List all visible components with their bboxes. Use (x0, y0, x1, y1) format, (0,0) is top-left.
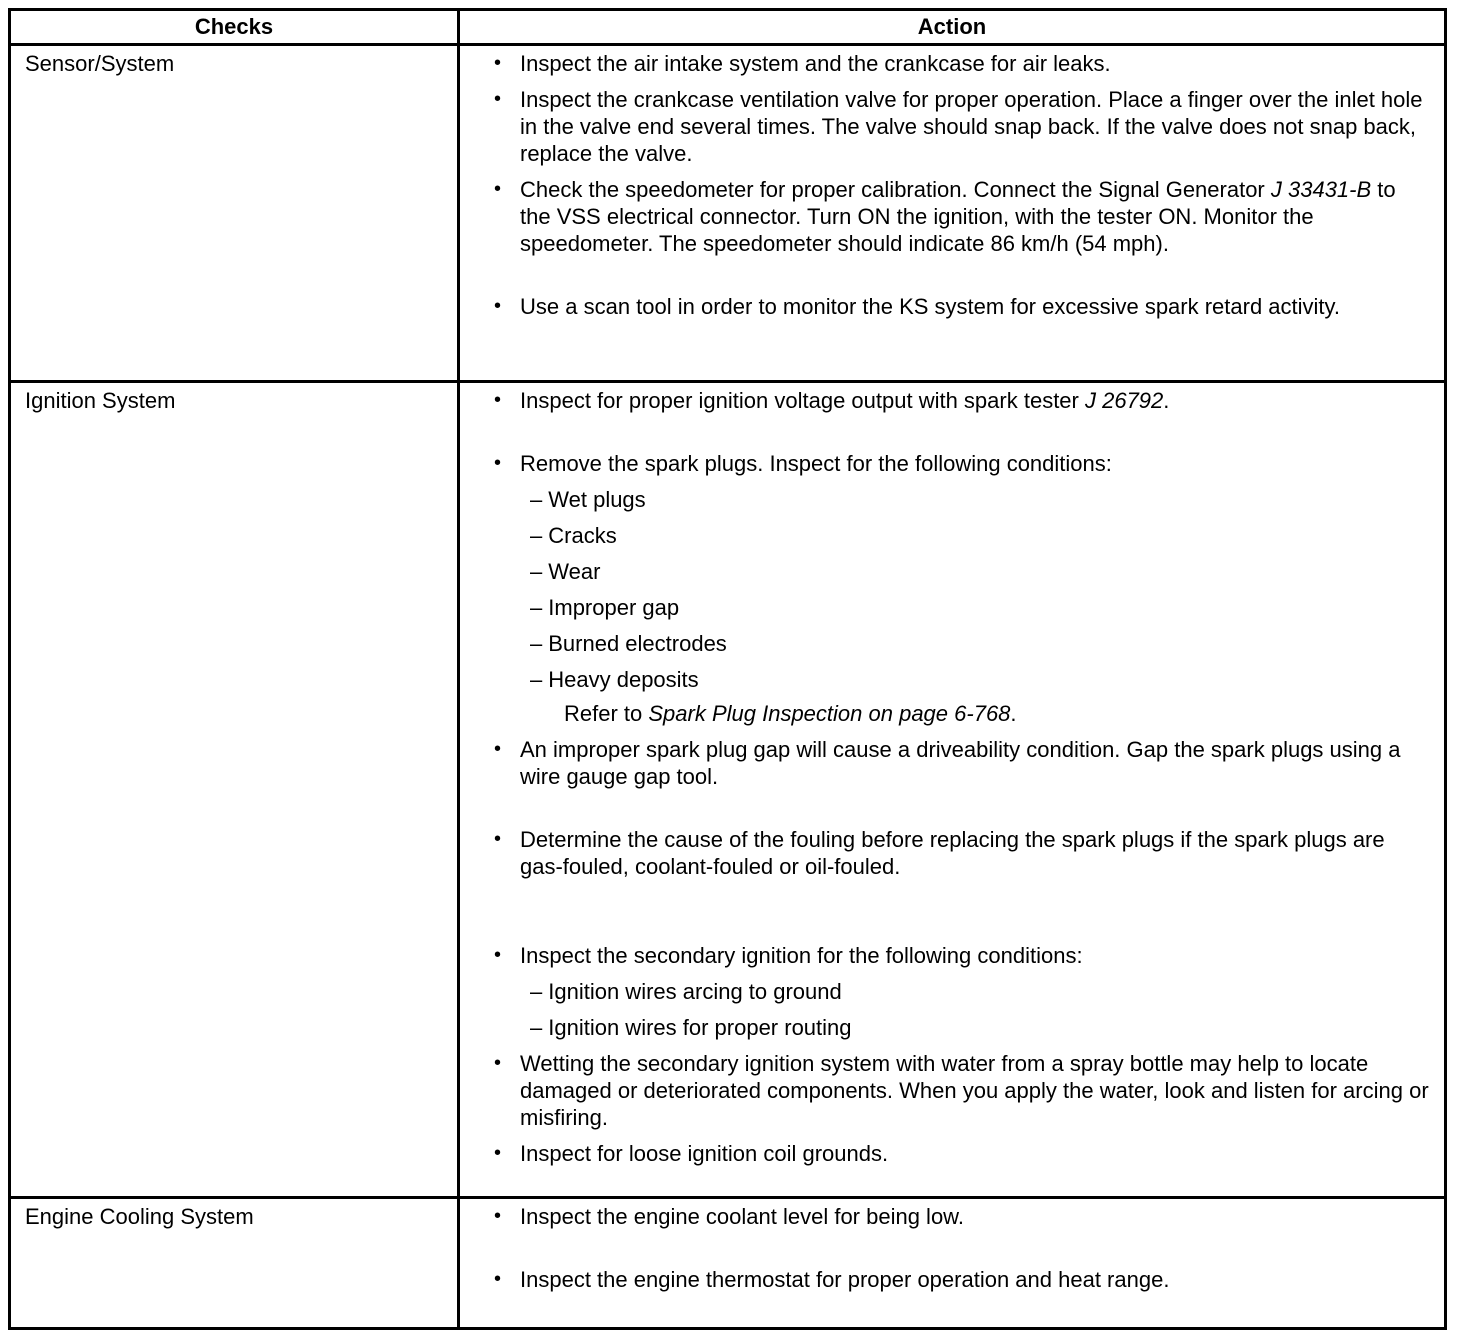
action-list (494, 50, 1432, 320)
condition-text: Wear (548, 559, 601, 584)
action-list (494, 1203, 1432, 1293)
condition-item (530, 594, 1432, 621)
refer-suffix: . (1010, 701, 1017, 726)
action-item: • Inspect the engine thermostat for proper operation and heat range. (494, 1266, 1432, 1293)
refer-note (520, 700, 1432, 727)
action-item (494, 176, 1432, 257)
action-text: . (1163, 388, 1170, 413)
condition-item (530, 558, 1432, 585)
action-item: • Inspect the air intake system and the crankcase for air leaks. (494, 50, 1432, 77)
condition-text: Ignition wires for proper routing (548, 1015, 852, 1040)
condition-text: Improper gap (548, 595, 680, 620)
action-text: Inspect the secondary ignition for the following conditions: (520, 943, 1083, 968)
action-item: • Inspect the crankcase ventilation valve for proper operation. Place a finger over the inlet hole in the valve end several times. The valve should snap back. If the valve does not snap back, replace the valve. (494, 86, 1432, 167)
column-header-checks: Checks (10, 10, 459, 45)
condition-text: Heavy deposits (548, 667, 699, 692)
table-row (10, 382, 1446, 1198)
condition-item (530, 486, 1432, 513)
condition-item (530, 666, 1432, 693)
dash-marker: – (530, 667, 543, 692)
dash-marker: – (530, 595, 543, 620)
condition-item (530, 1014, 1432, 1041)
check-cell-sensor-system: Sensor/System (10, 45, 459, 382)
table-row (10, 1198, 1446, 1329)
dash-marker: – (530, 979, 543, 1004)
condition-item (530, 630, 1432, 657)
action-list (494, 387, 1432, 1167)
condition-item (530, 978, 1432, 1005)
condition-list (520, 978, 1432, 1041)
action-item (494, 450, 1432, 727)
action-item: • Wetting the secondary ignition system with water from a spray bottle may help to locate damaged or deteriorated components. When you apply the water, look and listen for arcing or misfiring. (494, 1050, 1432, 1131)
dash-marker: – (530, 1015, 543, 1040)
column-header-action: Action (459, 10, 1446, 45)
condition-text: Cracks (548, 523, 617, 548)
action-text: Remove the spark plugs. Inspect for the following conditions: (520, 451, 1112, 476)
action-item: • Determine the cause of the fouling before replacing the spark plugs if the spark plugs are gas-fouled, coolant-fouled or oil-fouled. (494, 826, 1432, 880)
action-item: • Inspect the engine coolant level for being low. (494, 1203, 1432, 1230)
action-cell (459, 382, 1446, 1198)
action-cell (459, 45, 1446, 382)
condition-list (520, 486, 1432, 693)
tool-reference: J 26792 (1084, 388, 1164, 413)
action-cell (459, 1198, 1446, 1329)
action-item (494, 387, 1432, 414)
dash-marker: – (530, 631, 543, 656)
condition-text: Burned electrodes (548, 631, 727, 656)
checks-action-table (8, 8, 1447, 1330)
spark-plug-inspection-link[interactable]: Spark Plug Inspection on page 6-768 (648, 701, 1011, 726)
condition-text: Ignition wires arcing to ground (548, 979, 842, 1004)
action-item: • Use a scan tool in order to monitor the KS system for excessive spark retard activity. (494, 293, 1432, 320)
check-cell-engine-cooling-system: Engine Cooling System (10, 1198, 459, 1329)
table-row (10, 45, 1446, 382)
action-text: to the VSS electrical connector. Turn ON the ignition, with the tester ON. Monitor the speedometer. The speedometer should indicate 86 km/h (54 mph). (520, 177, 1396, 256)
action-item: • An improper spark plug gap will cause a driveability condition. Gap the spark plugs using a wire gauge gap tool. (494, 736, 1432, 790)
action-item (494, 942, 1432, 1041)
action-text: Inspect for proper ignition voltage output with spark tester (520, 388, 1085, 413)
check-cell-ignition-system: Ignition System (10, 382, 459, 1198)
refer-prefix: Refer to (564, 701, 649, 726)
action-item: • Inspect for loose ignition coil grounds. (494, 1140, 1432, 1167)
dash-marker: – (530, 523, 543, 548)
tool-reference: J 33431-B (1270, 177, 1372, 202)
condition-item (530, 522, 1432, 549)
dash-marker: – (530, 487, 543, 512)
table-header-row (10, 10, 1446, 45)
dash-marker: – (530, 559, 543, 584)
condition-text: Wet plugs (548, 487, 646, 512)
action-text: Check the speedometer for proper calibration. Connect the Signal Generator (520, 177, 1271, 202)
